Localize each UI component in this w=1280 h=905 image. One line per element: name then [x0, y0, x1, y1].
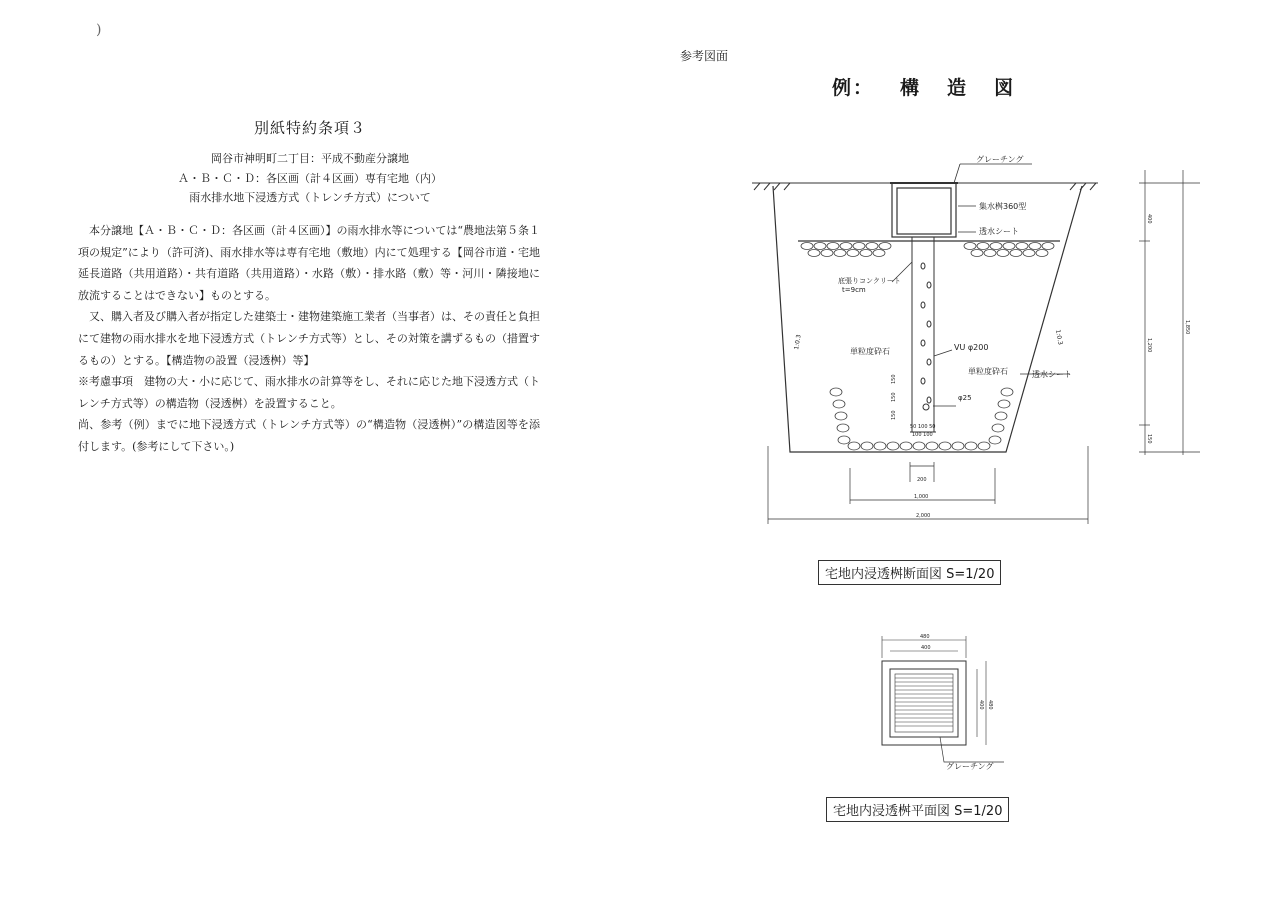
right-page: [640, 0, 1280, 905]
paragraph-1: 本分譲地【Ａ・Ｂ・Ｃ・Ｄ：各区画（計４区画）】の雨水排水等については“農地法第５条１項の規定”により（許可済)、雨水排水等は専有宅地（敷地）内にて処理する【岡谷市道・宅地延長道路（共用道路）・共有道路（共用道路）・水路（敷）・排水路（敷）等・河川・隣接地に放流することはできない】ものとする。: [78, 224, 540, 302]
concrete-label: 底張りコンクリート: [838, 277, 901, 285]
gravel-right-label: 単粒度砕石: [968, 367, 1008, 376]
ground-line: [752, 183, 1098, 190]
plan-inner-width: 400: [921, 645, 931, 651]
plan-grating-label: グレーチング: [946, 762, 994, 771]
perforated-pipe: [910, 237, 936, 432]
catch-basin-label: 集水桝360型: [979, 202, 1027, 211]
vertical-dimensions: [1139, 170, 1200, 455]
plan-inner-height: 400: [978, 700, 984, 710]
dim-pipe-spacing: 50 100 50: [910, 424, 936, 430]
subtitle-line-3: 雨水排水地下浸透方式（トレンチ方式）について: [189, 191, 431, 204]
slope-left-label: 1:0.3: [793, 333, 803, 351]
document-title: 別紙特約条項３: [253, 119, 366, 137]
grating-label: グレーチング: [976, 155, 1024, 164]
permeable-sheet-right-label: 透水シート: [1032, 370, 1072, 379]
section-drawing-caption: 宅地内浸透桝断面図 S=1/20: [818, 560, 1001, 585]
slope-right-label: 1:0.3: [1054, 329, 1064, 346]
example-title-char: 例: [832, 77, 854, 99]
pipe-label: VU φ200: [954, 343, 989, 352]
document-body: [78, 220, 540, 458]
dim-bottom-depth: 150: [1146, 434, 1152, 444]
permeable-sheet-top-label: 透水シート: [979, 227, 1019, 236]
dim-hole-pitch-1: 150: [891, 374, 897, 384]
hole-label: φ25: [958, 394, 972, 402]
scan-corner-mark: ): [96, 22, 102, 38]
dim-pipe-width: 100 100: [912, 432, 933, 438]
paragraph-3: ※考慮事項 建物の大・小に応じて、雨水排水の計算等をし、それに応じた地下浸透方式（トレンチ方式等）の構造物（浸透桝）を設置すること。: [78, 375, 540, 410]
dim-hole-pitch-2: 150: [891, 392, 897, 402]
section-drawing: [640, 0, 1280, 905]
trench-outline: [773, 186, 1082, 452]
paragraph-2: 又、購入者及び購入者が指定した建築士・建物建築施工業者（当事者）は、その責任と負担にて建物の雨水排水を地下浸透方式（トレンチ方式等）とし、その対策を講ずるもの（措置するもの）とする。【構造物の設置（浸透桝）等】: [78, 310, 540, 367]
example-title-char: 造: [947, 77, 969, 99]
plan-drawing-caption: 宅地内浸透桝平面図 S=1/20: [826, 797, 1009, 822]
subtitle-line-1: 岡谷市神明町二丁目：平成不動産分譲地: [211, 152, 409, 165]
plan-drawing: [882, 636, 1004, 762]
reference-drawing-label: 参考図面: [680, 49, 729, 63]
subtitle-line-2: Ａ・Ｂ・Ｃ・Ｄ：各区画（計４区画）専有宅地（内）: [178, 172, 442, 185]
dim-top-depth: 400: [1146, 214, 1152, 224]
example-title-char: 図: [994, 77, 1016, 99]
dim-bottom-width: 1,000: [914, 494, 929, 500]
example-title-char: ：: [853, 77, 875, 99]
dim-pipe-base: 200: [917, 477, 927, 483]
gravel-left-label: 単粒度砕石: [850, 347, 890, 356]
dim-total-depth: 1,850: [1184, 320, 1190, 335]
dim-top-width: 2,000: [916, 513, 931, 519]
dim-hole-pitch-3: 150: [891, 410, 897, 420]
paragraph-4: 尚、参考（例）までに地下浸透方式（トレンチ方式等）の“構造物（浸透桝）”の構造図等を添付します。(参考にして下さい。): [78, 418, 540, 453]
dim-mid-depth: 1,200: [1146, 338, 1152, 353]
plan-outer-height: 480: [987, 700, 993, 710]
example-title-char: 構: [900, 77, 922, 99]
catch-basin: [890, 183, 958, 237]
plan-outer-width: 480: [920, 634, 930, 640]
concrete-thickness-label: t=9cm: [842, 286, 866, 294]
